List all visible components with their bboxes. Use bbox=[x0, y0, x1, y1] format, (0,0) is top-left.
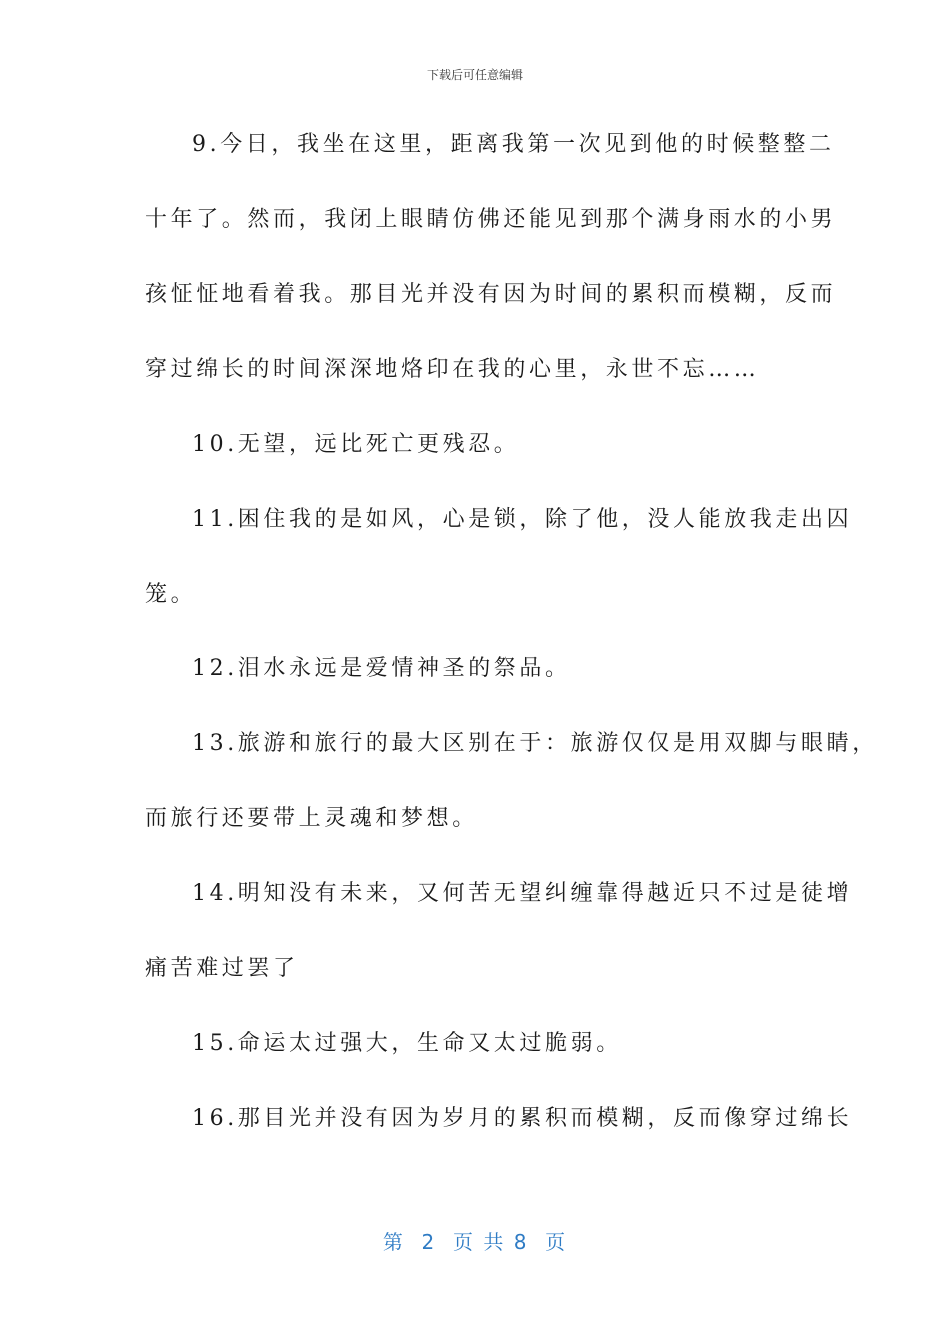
text-line-1: 9.今日，我坐在这里，距离我第一次见到他的时候整整二 bbox=[192, 132, 835, 157]
text-line-12: 痛苦难过罢了 bbox=[145, 956, 299, 981]
text-line-8: 12.泪水永远是爱情神圣的祭品。 bbox=[192, 656, 571, 681]
text-line-3: 孩怔怔地看着我。那目光并没有因为时间的累积而模糊，反而 bbox=[145, 282, 837, 307]
page-number-footer: 第 2 页 共 8 页 bbox=[382, 1230, 568, 1254]
text-line-13: 15.命运太过强大，生命又太过脆弱。 bbox=[192, 1031, 622, 1056]
text-line-6: 11.困住我的是如风，心是锁，除了他，没人能放我走出囚 bbox=[192, 507, 853, 532]
text-line-7: 笼。 bbox=[145, 582, 197, 607]
text-line-11: 14.明知没有未来，又何苦无望纠缠靠得越近只不过是徒增 bbox=[192, 881, 853, 906]
header-note: 下载后可任意编辑 bbox=[426, 68, 523, 82]
text-line-14: 16.那目光并没有因为岁月的累积而模糊，反而像穿过绵长 bbox=[192, 1106, 853, 1131]
text-line-2: 十年了。然而，我闭上眼睛仿佛还能见到那个满身雨水的小男 bbox=[145, 207, 837, 232]
text-line-10: 而旅行还要带上灵魂和梦想。 bbox=[145, 806, 478, 831]
text-line-9: 13.旅游和旅行的最大区别在于：旅游仅仅是用双脚与眼睛， bbox=[192, 731, 878, 756]
text-line-4: 穿过绵长的时间深深地烙印在我的心里，永世不忘…… bbox=[145, 357, 760, 382]
text-line-5: 10.无望，远比死亡更残忍。 bbox=[192, 432, 520, 457]
